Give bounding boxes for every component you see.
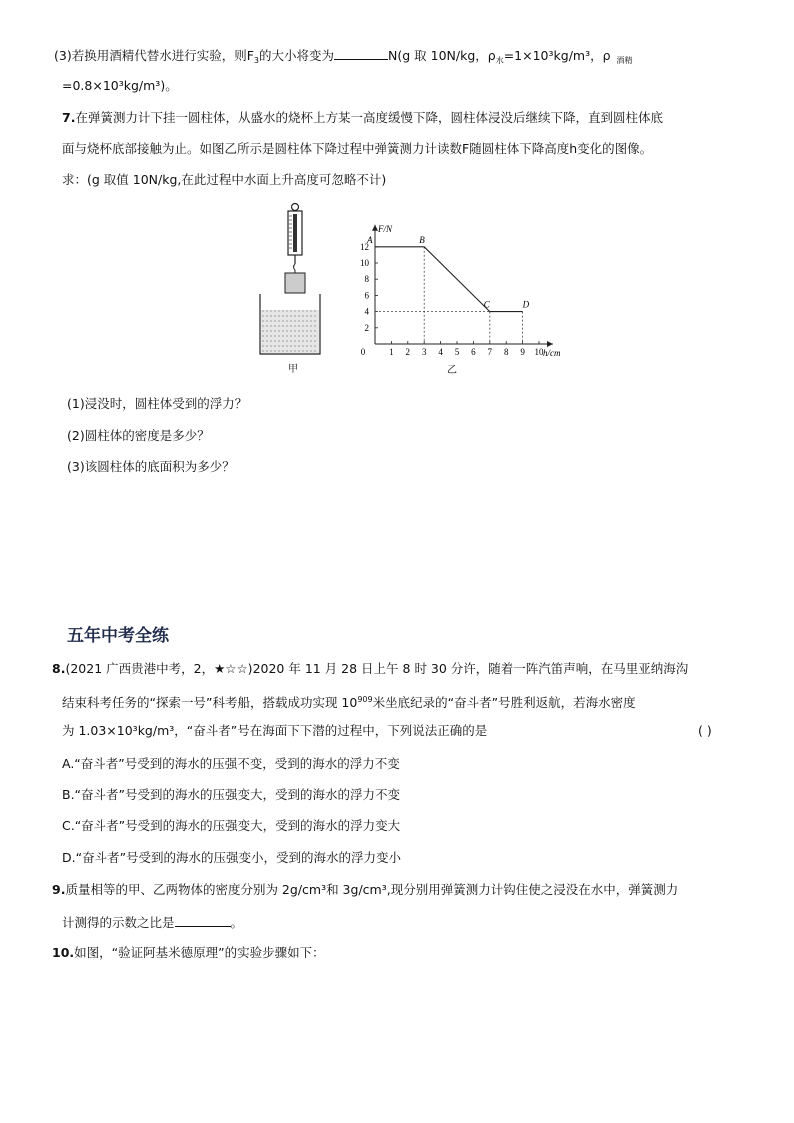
q7-sub2: (2)圆柱体的密度是多少？	[67, 428, 210, 443]
q6-part3-line2: =0.8×10³kg/m³)。	[62, 78, 178, 93]
chart-points	[366, 235, 530, 310]
y-tick-label: 4	[364, 306, 369, 317]
x-tick-label: 2	[405, 347, 411, 357]
x-tick-label: 10	[534, 347, 544, 357]
x-tick-label: 3	[421, 347, 427, 357]
series-line	[375, 247, 523, 312]
beaker-icon	[260, 294, 320, 354]
q8-line2: 结束科考任务的“探索一号”科考船，搭载成功实现 $10^{909}$米坐底纪录的“奋斗者”号胜利返航，若海水密度	[62, 695, 636, 710]
chart-guides	[375, 247, 523, 344]
y-tick-label: 10	[360, 258, 369, 268]
force-height-chart	[330, 200, 560, 370]
x-axis-label: h/cm	[543, 348, 560, 358]
chart-axes	[372, 224, 560, 358]
y-tick-label: 2	[364, 322, 369, 333]
q8-option-d[interactable]: D.“奋斗者”号受到的海水的压强变小，受到的海水的浮力变小	[62, 850, 402, 865]
x-tick-label: 5	[454, 347, 460, 357]
x-tick-label: 0	[360, 347, 366, 357]
answer-bracket[interactable]: ( )	[698, 723, 712, 738]
x-axis-arrow-icon	[547, 341, 553, 347]
figure-label-yi: 乙	[447, 365, 457, 376]
point-label-d: D	[522, 299, 530, 310]
cylinder-block	[285, 273, 305, 293]
chart-series	[375, 247, 523, 312]
y-tick-label: 8	[364, 274, 369, 285]
q9-line1: 9.质量相等的甲、乙两物体的密度分别为 2g/cm³和 3g/cm³,现分别用弹簧测力计钩住使之浸没在水中，弹簧测力	[52, 882, 679, 897]
y-tick-label: 6	[364, 290, 369, 301]
figure-label-jia: 甲	[288, 364, 298, 375]
q7-line1: 7.在弹簧测力计下挂一圆柱体，从盛水的烧杯上方某一高度缓慢下降，圆柱体浸没后继续下降，直到圆柱体底	[62, 110, 663, 125]
chart-ticks	[360, 242, 544, 357]
section-title: 五年中考全练	[67, 626, 169, 646]
q8-option-c[interactable]: C.“奋斗者”号受到的海水的压强变大，受到的海水的浮力变大	[62, 818, 401, 833]
q7-sub3: (3)该圆柱体的底面积为多少？	[67, 459, 235, 474]
point-label-b: B	[419, 234, 425, 245]
point-label-c: C	[483, 299, 490, 310]
y-axis-label: F/N	[378, 223, 393, 234]
x-tick-label: 4	[438, 347, 443, 357]
point-label-a: A	[367, 234, 373, 245]
q6-part3-line1: (3)若换用酒精代替水进行实验，则$F_3$的大小将变为 N(g 取 10N/kg，$\rho_水=1\times 10^3kg/m^3$，ρ $_{酒精}$	[54, 48, 633, 65]
x-tick-label: 1	[389, 347, 394, 357]
q7-line3: 求：(g 取值 10N/kg,在此过程中水面上升高度可忽略不计)	[62, 172, 387, 187]
q8-line1: 8.(2021 广西贵港中考，2，★☆☆)2020 年 11 月 28 日上午 8 时 30 分许，随着一阵汽笛声响，在马里亚纳海沟	[52, 661, 689, 676]
q7-sub1: (1)浸没时，圆柱体受到的浮力？	[67, 396, 248, 411]
x-tick-label: 9	[520, 347, 525, 357]
q10-line1: 10.如图，“验证阿基米德原理”的实验步骤如下：	[52, 945, 325, 960]
x-tick-label: 8	[503, 347, 509, 357]
answer-blank[interactable]	[334, 47, 388, 60]
x-tick-label: 6	[471, 347, 476, 357]
y-tick-label: 12	[360, 241, 369, 252]
q8-option-a[interactable]: A.“奋斗者”号受到的海水的压强不变，受到的海水的浮力不变	[62, 756, 400, 771]
q8-line3: 为 1.03×10³kg/m³，“奋斗者”号在海面下下潜的过程中，下列说法正确的是	[62, 723, 488, 738]
spring-scale-figure	[250, 198, 330, 380]
q7-line2: 面与烧杯底部接触为止。如图乙所示是圆柱体下降过程中弹簧测力计读数F随圆柱体下降高度h变化的图像。	[62, 141, 653, 156]
x-tick-label: 7	[487, 347, 493, 357]
answer-blank[interactable]	[175, 914, 231, 927]
q9-line2: 计测得的示数之比是 。	[62, 915, 244, 930]
q8-option-b[interactable]: B.“奋斗者”号受到的海水的压强变大，受到的海水的浮力不变	[62, 787, 401, 802]
spring-scale-icon	[288, 204, 302, 274]
